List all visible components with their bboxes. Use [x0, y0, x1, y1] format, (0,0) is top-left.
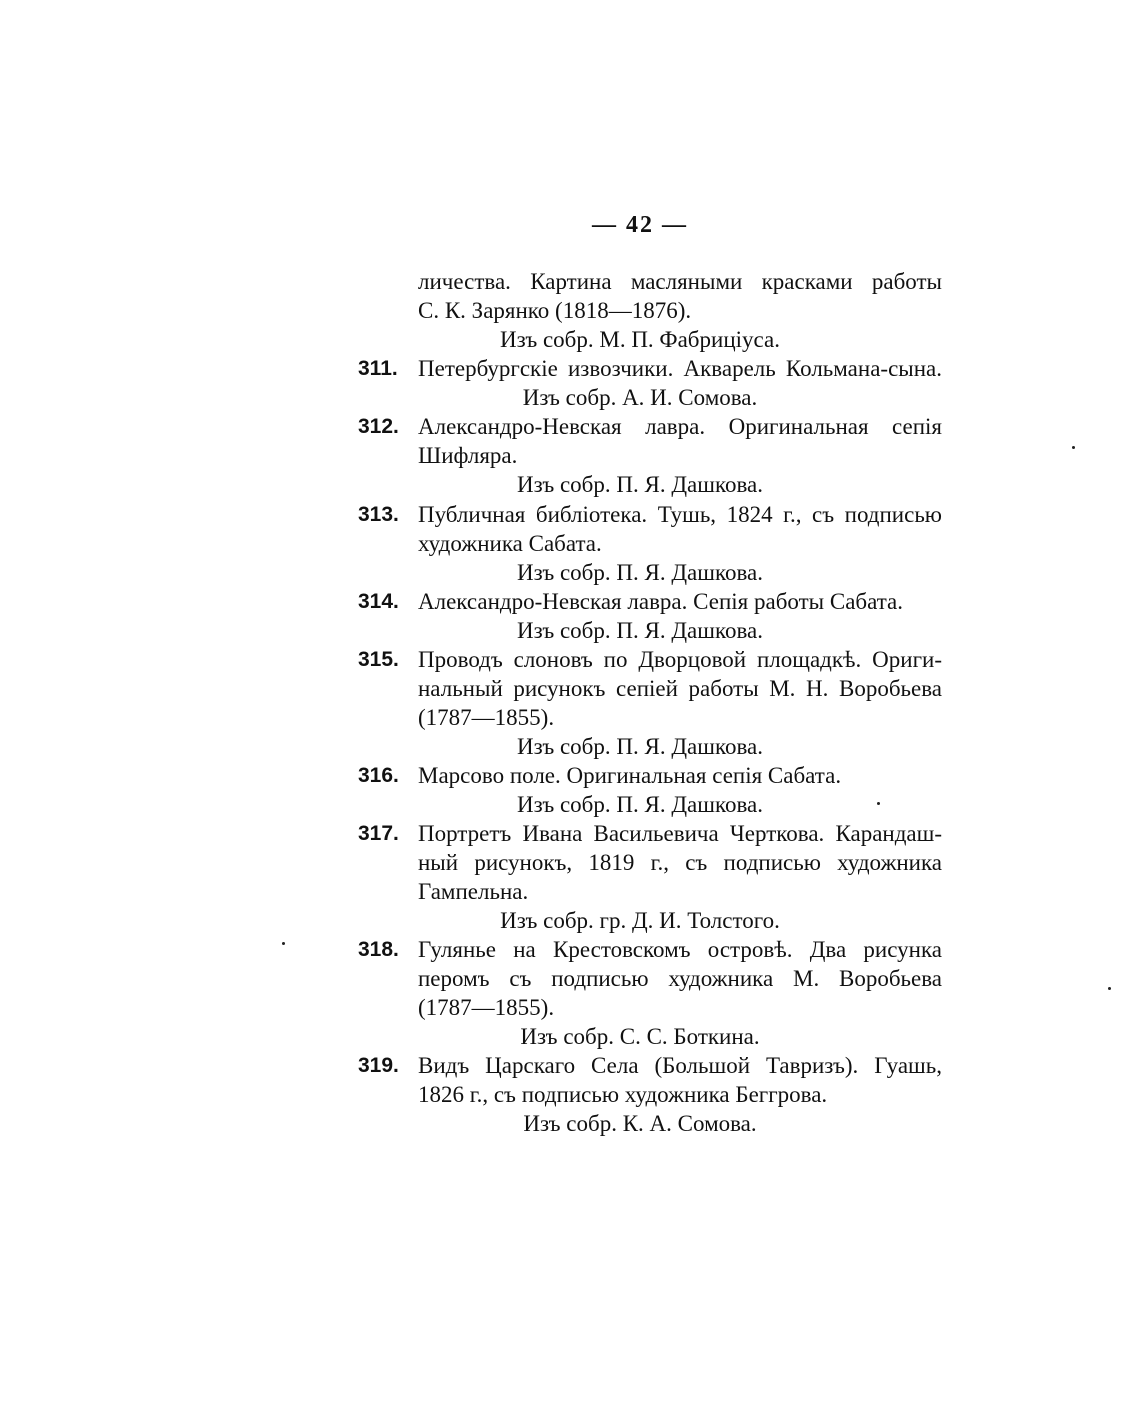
text-line: Проводъ слоновъ по Дворцовой площадкѣ. Ориги- [418, 647, 942, 672]
source-line: Изъ собр. М. П. Фабриціуса. [500, 327, 780, 352]
source-line: Изъ собр. С. С. Боткина. [520, 1024, 760, 1049]
entry-number: 316. [358, 764, 399, 787]
entry-number: 314. [358, 590, 399, 613]
text-line: С. К. Зарянко (1818—1876). [418, 298, 692, 323]
text-line: ный рисунокъ, 1819 г., съ подписью художника [418, 850, 942, 875]
entry-number: 319. [358, 1054, 399, 1077]
source-line: Изъ собр. П. Я. Дашкова. [517, 560, 763, 585]
scan-speck [1072, 446, 1075, 449]
source-line: Изъ собр. П. Я. Дашкова. [517, 734, 763, 759]
source-line: Изъ собр. А. И. Сомова. [522, 385, 758, 410]
text-line: Александро-Невская лавра. Оригинальная сепія [418, 414, 942, 439]
entry-number: 311. [358, 357, 398, 380]
source-line: Изъ собр. К. А. Сомова. [523, 1111, 757, 1136]
text-line: нальный рисунокъ сепіей работы М. Н. Воробьева [418, 676, 942, 701]
source-line: Изъ собр. П. Я. Дашкова. [517, 618, 763, 643]
text-line: Александро-Невская лавра. Сепія работы Сабата. [418, 589, 904, 614]
source-line: Изъ собр. П. Я. Дашкова. [517, 792, 763, 817]
text-line: Видъ Царскаго Села (Большой Тавризъ). Гуашь, [418, 1053, 942, 1078]
text-line: перомъ съ подписью художника М. Воробьева [418, 966, 942, 991]
scan-speck [877, 802, 880, 805]
text-line: Гампельна. [418, 879, 529, 904]
text-line: Публичная библіотека. Тушь, 1824 г., съ подписью [418, 502, 942, 527]
text-line: художника Сабата. [418, 531, 602, 556]
entry-number: 312. [358, 415, 399, 438]
text-line: (1787—1855). [418, 705, 555, 730]
text-line: Марсово поле. Оригинальная сепія Сабата. [418, 763, 842, 788]
entry-number: 313. [358, 503, 399, 526]
text-line: 1826 г., съ подписью художника Беггрова. [418, 1082, 828, 1107]
scan-speck [282, 942, 285, 945]
text-line: (1787—1855). [418, 995, 555, 1020]
page-number: — 42 — [592, 212, 688, 238]
text-line: Шифляра. [418, 443, 518, 468]
source-line: Изъ собр. гр. Д. И. Толстого. [500, 908, 780, 933]
scan-speck [1108, 987, 1111, 990]
entry-number: 317. [358, 822, 399, 845]
entry-number: 315. [358, 648, 399, 671]
text-line: Портретъ Ивана Васильевича Черткова. Карандаш- [418, 821, 942, 846]
text-line: Гулянье на Крестовскомъ островѣ. Два рисунка [418, 937, 942, 962]
text-line: личества. Картина масляными красками работы [418, 269, 942, 294]
text-line: Петербургскіе извозчики. Акварель Кольмана-сына. [418, 356, 942, 381]
source-line: Изъ собр. П. Я. Дашкова. [517, 472, 763, 497]
entry-number: 318. [358, 938, 399, 961]
